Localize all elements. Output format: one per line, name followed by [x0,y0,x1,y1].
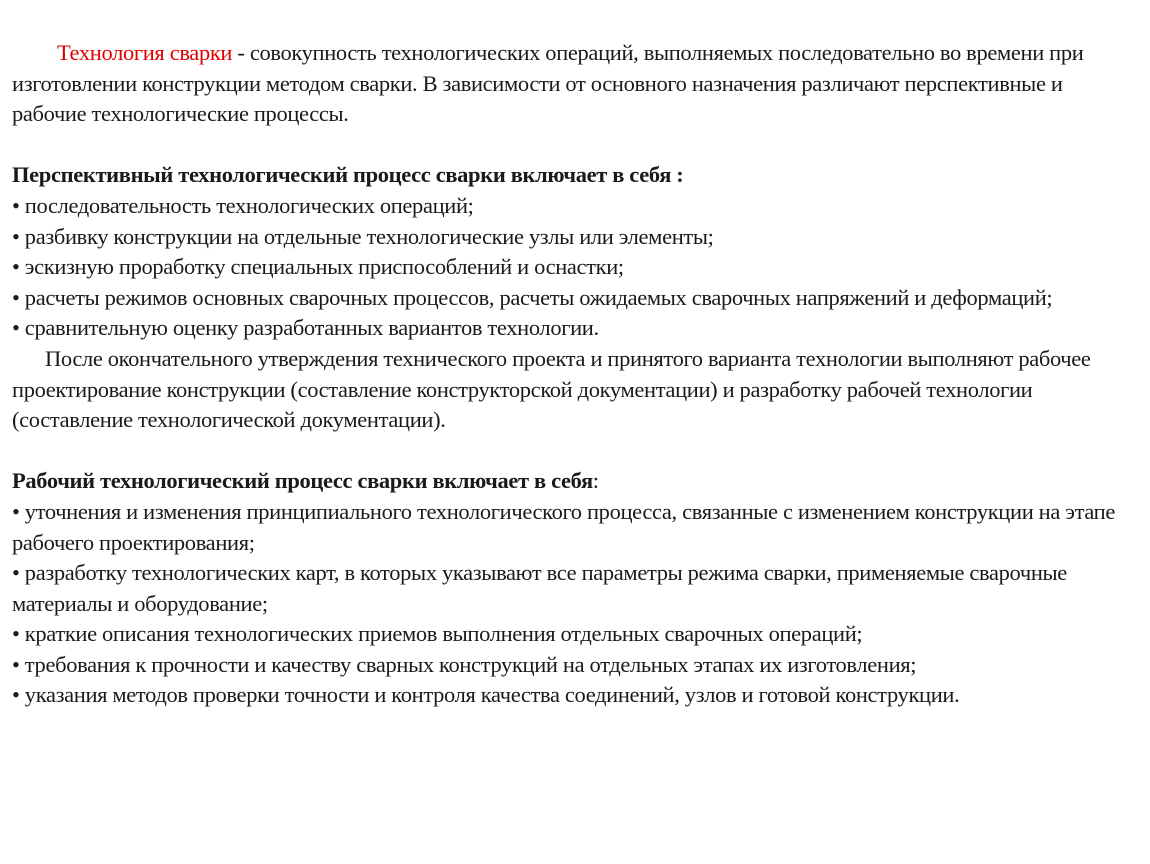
intro-definition: совокупность технологических операций, выполняемых последовательно во времени при изготовлении конструкции методом сварки. В зависимости от основного назначения различают перспективные и рабочие технологические процессы. [12,40,1084,127]
perspective-list [12,191,1140,344]
list-item: • последовательность технологических операций; [12,192,474,218]
list-item: • требования к прочности и качеству сварных конструкций на отдельных этапах их изготовления; [12,651,917,677]
list-item: • указания методов проверки точности и контроля качества соединений, узлов и готовой конструкции. [12,682,960,708]
slide-text [12,38,1140,711]
perspective-heading: Перспективный технологический процесс сварки включает в себя : [12,162,684,188]
working-heading: Рабочий технологический процесс сварки включает в себя [12,468,593,494]
list-item: • разбивку конструкции на отдельные технологические узлы или элементы; [12,223,714,249]
list-item: • сравнительную оценку разработанных вариантов технологии. [12,315,599,341]
list-item: • краткие описания технологических приемов выполнения отдельных сварочных операций; [12,621,863,647]
list-item: • расчеты режимов основных сварочных процессов, расчеты ожидаемых сварочных напряжений и деформаций; [12,284,1053,310]
working-list [12,497,1140,711]
working-heading-colon: : [592,468,599,494]
term-welding-technology: Технология сварки [57,40,233,65]
after-approval-paragraph: После окончательного утверждения технического проекта и принятого варианта технологии выполняют рабочее проектирование конструкции (составление конструкторской документации) и разработку рабочей технологии (составление технологической документации). [12,345,1091,433]
intro-paragraph [12,38,1140,130]
spacer [12,130,1140,161]
list-item: • эскизную проработку специальных приспособлений и оснастки; [12,254,624,280]
list-item: • разработку технологических карт, в которых указывают все параметры режима сварки, применяемые сварочные материалы и оборудование; [12,560,1067,616]
intro-dash: - [232,40,250,65]
list-item: • уточнения и изменения принципиального технологического процесса, связанные с изменением конструкции на этапе рабочего проектирования; [12,498,1115,555]
spacer [12,436,1140,467]
working-heading-line [12,466,1140,497]
